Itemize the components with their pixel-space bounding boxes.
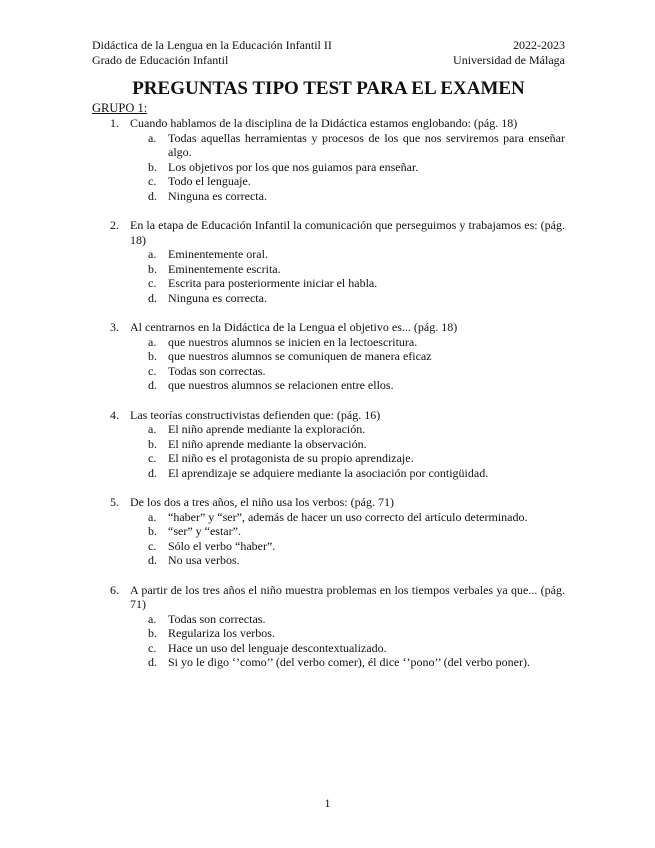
answer-option [130,364,565,379]
option-letter: d. [148,655,157,669]
option-letter: d. [148,290,157,305]
page-header [92,38,565,68]
option-letter: d. [148,465,157,480]
option-letter: b. [148,524,157,538]
answer-option [130,335,565,350]
question-4 [92,408,565,481]
option-letter: b. [148,626,157,640]
answer-option [130,655,565,670]
page-title: PREGUNTAS TIPO TEST PARA EL EXAMEN [132,78,525,99]
option-text: que nuestros alumnos se comuniquen de manera eficaz [168,349,432,363]
option-text: El niño aprende mediante la exploración. [168,422,366,436]
option-letter: b. [148,349,157,363]
option-text: “haber” y “ser”, además de hacer un uso correcto del artículo determinado. [168,509,528,524]
option-letter: d. [148,553,157,567]
option-letter: c. [148,363,157,378]
option-text: El niño aprende mediante la observación. [168,436,367,451]
option-letter: c. [148,640,157,655]
answer-option [130,524,565,539]
question-3 [92,320,565,393]
answer-option [130,510,565,525]
answer-option [130,641,565,656]
option-text: Regulariza los verbos. [168,626,275,640]
option-text: Escrita para posteriormente iniciar el habla. [168,276,378,290]
question-6 [92,583,565,670]
question-2 [92,218,565,305]
answer-option [130,553,565,568]
question-number: 4. [110,407,119,422]
answer-option [130,626,565,641]
option-text: que nuestros alumnos se relacionen entre ellos. [168,378,394,392]
page-number: 1 [324,796,331,810]
option-letter: d. [148,378,157,392]
option-text: Todas son correctas. [168,363,266,378]
answer-option [130,276,565,291]
option-letter: b. [148,261,157,276]
option-text: El aprendizaje se adquiere mediante la asociación por contigüidad. [168,465,489,480]
option-letter: a. [148,247,157,261]
group-label: GRUPO 1: [92,101,148,115]
header-university: Universidad de Málaga [453,53,565,67]
option-letter: c. [148,276,157,290]
answer-option [130,247,565,262]
answer-option [130,422,565,437]
option-letter: c. [148,538,157,553]
header-academic-year: 2022-2023 [513,38,565,52]
question-number: 1. [110,116,119,130]
option-letter: a. [148,130,157,145]
answer-option [130,131,565,160]
question-text: De los dos a tres años, el niño usa los verbos: (pág. 71) [130,495,394,509]
option-letter: a. [148,509,157,524]
option-letter: b. [148,159,157,174]
answer-option [130,160,565,175]
option-text: Si yo le digo ‘’como’’ (del verbo comer), él dice ‘’pono’’ (del verbo poner). [168,655,530,669]
answer-option [130,612,565,627]
option-text: Ninguna es correcta. [168,290,267,305]
question-number: 2. [110,218,119,232]
option-text: Eminentemente oral. [168,247,268,261]
answer-option [130,466,565,481]
option-text: Todas aquellas herramientas y procesos de los que nos serviremos para enseñar algo. [168,130,565,159]
option-text: Todas son correctas. [168,611,266,626]
answer-option [130,291,565,306]
question-1 [92,116,565,203]
question-number: 6. [110,582,119,597]
option-text: No usa verbos. [168,553,240,567]
option-text: Todo el lenguaje. [168,174,251,188]
question-number: 5. [110,495,119,509]
option-text: que nuestros alumnos se inicien en la lectoescritura. [168,334,418,349]
option-letter: c. [148,451,157,465]
option-text: Hace un uso del lenguaje descontextualizado. [168,640,387,655]
question-5 [92,495,565,568]
option-text: Eminentemente escrita. [168,261,281,276]
answer-option [130,437,565,452]
answer-option [130,262,565,277]
header-degree: Grado de Educación Infantil [92,53,229,67]
question-text: En la etapa de Educación Infantil la comunicación que perseguimos y trabajamos es: (pág. 18) [130,218,565,247]
question-text: A partir de los tres años el niño muestra problemas en los tiempos verbales ya que... (pág. 71) [130,582,565,611]
option-text: Ninguna es correcta. [168,188,267,203]
answer-option [130,378,565,393]
option-text: Sólo el verbo “haber”. [168,538,276,553]
option-text: El niño es el protagonista de su propio aprendizaje. [168,451,414,465]
answer-option [130,174,565,189]
question-list [92,116,565,685]
option-letter: b. [148,436,157,451]
answer-option [130,349,565,364]
answer-option [130,539,565,554]
question-number: 3. [110,320,119,334]
option-letter: a. [148,422,157,436]
header-course-title: Didáctica de la Lengua en la Educación Infantil II [92,38,332,52]
answer-option [130,189,565,204]
answer-option [130,451,565,466]
option-letter: a. [148,611,157,626]
question-text: Las teorías constructivistas defienden que: (pág. 16) [130,407,381,422]
option-text: “ser” y “estar”. [168,524,241,538]
option-letter: a. [148,334,157,349]
question-text: Al centrarnos en la Didáctica de la Lengua el objetivo es... (pág. 18) [130,320,458,334]
option-letter: d. [148,188,157,203]
option-text: Los objetivos por los que nos guiamos para enseñar. [168,159,419,174]
question-text: Cuando hablamos de la disciplina de la Didáctica estamos englobando: (pág. 18) [130,116,518,130]
option-letter: c. [148,174,157,188]
